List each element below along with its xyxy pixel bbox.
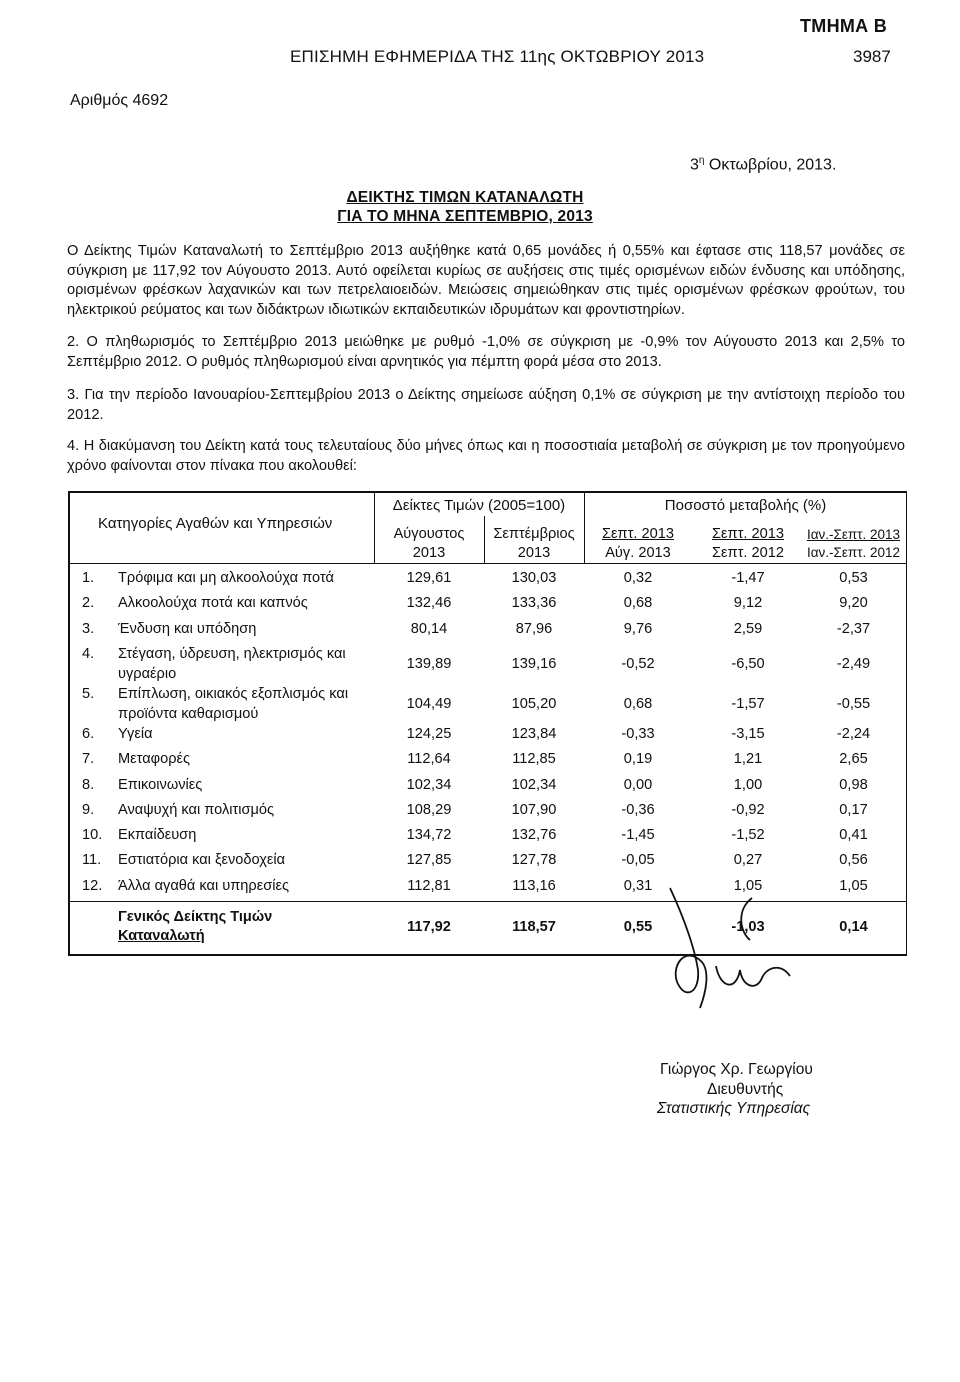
header-change-group: Ποσοστό μεταβολής (%)	[664, 497, 827, 514]
row-value-c1: -1,45	[621, 827, 655, 844]
row-value-aug: 102,34	[406, 776, 452, 793]
document-heading-line-1	[0, 189, 960, 207]
total-value-sep: 118,57	[512, 918, 556, 935]
row-category-name: Υγεία	[118, 725, 153, 742]
row-value-sep: 113,16	[512, 877, 556, 894]
row-value-sep: 87,96	[515, 620, 553, 637]
total-label: Γενικός Δείκτης Τιμών	[118, 908, 273, 925]
row-number: 12.	[82, 877, 103, 894]
row-value-c3: 2,65	[839, 751, 868, 768]
header-change-3-top: Ιαν.-Σεπτ. 2013	[806, 527, 901, 542]
row-number: 8.	[82, 776, 95, 793]
row-value-c2: -3,15	[731, 725, 765, 742]
total-value-c3: 0,14	[839, 918, 868, 935]
row-category-name: Αλκοολούχα ποτά και καπνός	[118, 595, 308, 612]
row-value-c1: 0,68	[623, 695, 653, 712]
row-value-c3: -2,49	[836, 655, 871, 672]
total-value-c2: -1,03	[731, 918, 765, 935]
row-value-c1: -0,36	[621, 801, 655, 818]
row-number: 7.	[82, 751, 95, 768]
header-change-1-bottom: Αύγ. 2013	[605, 545, 671, 561]
row-value-c2: -0,92	[731, 801, 765, 818]
row-value-c3: 1,05	[839, 877, 868, 894]
header-aug-1: Αύγουστος	[393, 526, 465, 542]
document-number: Αριθμός 4692	[70, 92, 169, 109]
row-value-aug: 139,89	[406, 655, 452, 672]
row-value-sep: 112,85	[512, 751, 556, 768]
row-value-sep: 130,03	[511, 570, 557, 586]
row-value-c1: 0,68	[623, 595, 653, 612]
header-change-2-top: Σεπτ. 2013	[712, 526, 784, 542]
row-value-aug: 112,64	[407, 751, 451, 768]
row-value-c3: -2,24	[836, 725, 871, 742]
row-value-aug: 129,61	[406, 570, 452, 586]
table-border-top	[68, 491, 907, 493]
row-value-aug: 127,85	[406, 852, 452, 869]
row-value-c1: -0,33	[621, 725, 655, 742]
paragraph-4: 4. Η διακύμανση του Δείκτη κατά τους τελευταίους δύο μήνες όπως και η ποσοστιαία μεταβολή σε σύγκριση με τον προηγούμενο χρόνο φαίνονται στον πίνακα που ακολουθεί:	[67, 438, 905, 474]
row-value-c2: 1,00	[733, 776, 763, 793]
row-value-c3: 0,41	[839, 827, 868, 844]
row-value-c2: 2,59	[733, 620, 763, 637]
row-value-sep: 133,36	[511, 595, 557, 612]
row-value-c2: 9,12	[733, 595, 763, 612]
row-value-aug: 108,29	[406, 801, 452, 818]
row-value-c1: 0,00	[623, 776, 653, 793]
heading-text-2: ΓΙΑ ΤΟ ΜΗΝΑ ΣΕΠΤΕΜΒΡΙΟ, 2013	[337, 208, 593, 225]
row-number: 4.	[82, 645, 95, 662]
row-value-c2: 0,27	[733, 852, 763, 869]
row-value-c2: -1,57	[731, 695, 765, 712]
paragraph-3: 3. Για την περίοδο Ιανουαρίου-Σεπτεμβρίου 2013 ο Δείκτης σημείωσε αύξηση 0,1% σε σύγκριση με την αντίστοιχη περίοδο του 2012.	[67, 387, 905, 423]
row-category-name: Ένδυση και υπόδηση	[118, 620, 257, 637]
row-value-aug: 104,49	[406, 695, 452, 712]
page-number: 3987	[853, 47, 891, 66]
signatory-organization: Στατιστικής Υπηρεσίας	[657, 1100, 811, 1117]
row-value-sep: 105,20	[511, 695, 557, 712]
row-category-name: Μεταφορές	[118, 751, 191, 768]
row-number: 9.	[82, 801, 95, 818]
row-value-c2: 1,21	[733, 751, 763, 768]
row-value-c3: 9,20	[839, 595, 868, 612]
row-category-name: προϊόντα καθαρισμού	[118, 705, 259, 722]
row-value-c2: -1,52	[731, 827, 765, 844]
row-value-aug: 134,72	[406, 827, 452, 844]
row-category-name: Στέγαση, ύδρευση, ηλεκτρισμός και	[118, 645, 346, 662]
signatory-name: Γιώργος Χρ. Γεωργίου	[660, 1061, 813, 1078]
signatory-role: Διευθυντής	[707, 1081, 784, 1098]
row-value-aug: 112,81	[407, 877, 451, 894]
row-category-name: Τρόφιμα και μη αλκοολούχα ποτά	[118, 570, 334, 586]
row-value-c1: 0,31	[623, 877, 653, 894]
gazette-title: ΕΠΙΣΗΜΗ ΕΦΗΜΕΡΙΔΑ ΤΗΣ 11ης ΟΚΤΩΒΡΙΟΥ 2013	[290, 47, 705, 66]
signature-mark	[640, 880, 860, 1050]
row-value-sep: 139,16	[511, 655, 557, 672]
row-value-c3: 0,56	[839, 852, 868, 869]
date-ordinal: η	[698, 155, 705, 166]
date-day: 3	[690, 156, 699, 174]
row-value-c1: 0,32	[623, 570, 653, 586]
header-bottom-rule	[68, 563, 907, 564]
row-value-sep: 107,90	[511, 801, 557, 818]
table-border-right	[906, 491, 908, 956]
row-value-c2: 1,05	[733, 877, 763, 894]
row-value-c1: -0,05	[621, 852, 655, 869]
document-date	[690, 155, 836, 174]
paragraph-2: 2. Ο πληθωρισμός το Σεπτέμβριο 2013 μειώθηκε με ρυθμό -1,0% σε σύγκριση με -0,9% τον Αύγουστο 2013 και 2,5% το Σεπτέμβριο 2012. Ο ρυθμός πληθωρισμού είναι αρνητικός για πέμπτη φορά μέσα στο 2013.	[67, 334, 905, 370]
total-value-c1: 0,55	[623, 918, 653, 935]
row-category-name: Επικοινωνίες	[118, 776, 203, 793]
paragraph-1: Ο Δείκτης Τιμών Καταναλωτή το Σεπτέμβριο 2013 αυξήθηκε κατά 0,65 μονάδες ή 0,55% και έφτασε στις 118,57 μονάδες σε σύγκριση με 117,92 τον Αύγουστο 2013. Αυτό οφείλεται κυρίως σε αυξήσεις στις τιμές ορισμένων ειδών ένδυσης και υπόδησης, ορισμένων φρέσκων λαχανικών και των πετρελαιοειδών. Μειώσεις σημειώθηκαν στις τιμές ορισμένων φρέσκων φρούτων, του ηλεκτρικού ρεύματος και των διδάκτρων ιδιωτικών εκπαιδευτικών ιδρυμάτων και φροντιστηρίων.	[67, 243, 905, 318]
total-value-aug: 117,92	[407, 918, 451, 935]
row-value-c3: -0,55	[836, 695, 871, 712]
row-category-name: υγραέριο	[118, 665, 177, 682]
row-value-c3: 0,53	[839, 570, 868, 586]
row-category-name: Αναψυχή και πολιτισμός	[118, 801, 275, 818]
header-sep-2: 2013	[517, 545, 551, 561]
row-value-aug: 80,14	[410, 620, 448, 637]
row-category-name: Άλλα αγαθά και υπηρεσίες	[118, 877, 289, 894]
row-category-name: Εκπαίδευση	[118, 827, 197, 844]
row-number: 2.	[82, 595, 95, 612]
table-border-left	[68, 491, 70, 956]
row-number: 5.	[82, 685, 95, 702]
date-rest: Οκτωβρίου, 2013.	[704, 156, 837, 174]
row-value-c2: -1,47	[731, 570, 765, 586]
row-number: 3.	[82, 620, 95, 637]
header-aug-2: 2013	[412, 545, 446, 561]
row-category-name: Επίπλωση, οικιακός εξοπλισμός και	[118, 685, 349, 702]
header-sep-1: Σεπτέμβριος	[493, 526, 575, 542]
header-categories: Κατηγορίες Αγαθών και Υπηρεσιών	[98, 515, 333, 532]
total-label: Καταναλωτή	[118, 927, 205, 944]
row-value-c3: 0,17	[839, 801, 868, 818]
row-value-c1: -0,52	[621, 655, 655, 672]
row-value-sep: 127,78	[511, 852, 557, 869]
header-change-3-bottom: Ιαν.-Σεπτ. 2012	[806, 545, 901, 560]
document-heading-line-2	[0, 208, 960, 226]
row-number: 6.	[82, 725, 95, 742]
row-value-sep: 102,34	[511, 776, 557, 793]
row-value-sep: 123,84	[511, 725, 557, 742]
header-change-1-top: Σεπτ. 2013	[602, 526, 674, 542]
row-value-aug: 124,25	[406, 725, 452, 742]
row-category-name: Εστιατόρια και ξενοδοχεία	[118, 852, 286, 869]
section-mark: ΤΜΗΜΑ Β	[800, 16, 888, 36]
row-number: 10.	[82, 827, 103, 844]
row-number: 1.	[82, 570, 95, 586]
row-value-c3: 0,98	[839, 776, 868, 793]
row-value-c1: 0,19	[623, 751, 653, 768]
row-value-c1: 9,76	[623, 620, 653, 637]
header-change-2-bottom: Σεπτ. 2012	[712, 545, 784, 561]
heading-text-1: ΔΕΙΚΤΗΣ ΤΙΜΩΝ ΚΑΤΑΝΑΛΩΤΗ	[346, 189, 584, 206]
header-index-group: Δείκτες Τιμών (2005=100)	[392, 497, 566, 514]
row-value-c2: -6,50	[731, 655, 765, 672]
row-value-sep: 132,76	[511, 827, 557, 844]
row-value-c3: -2,37	[836, 620, 871, 637]
row-value-aug: 132,46	[406, 595, 452, 612]
row-number: 11.	[82, 852, 102, 869]
